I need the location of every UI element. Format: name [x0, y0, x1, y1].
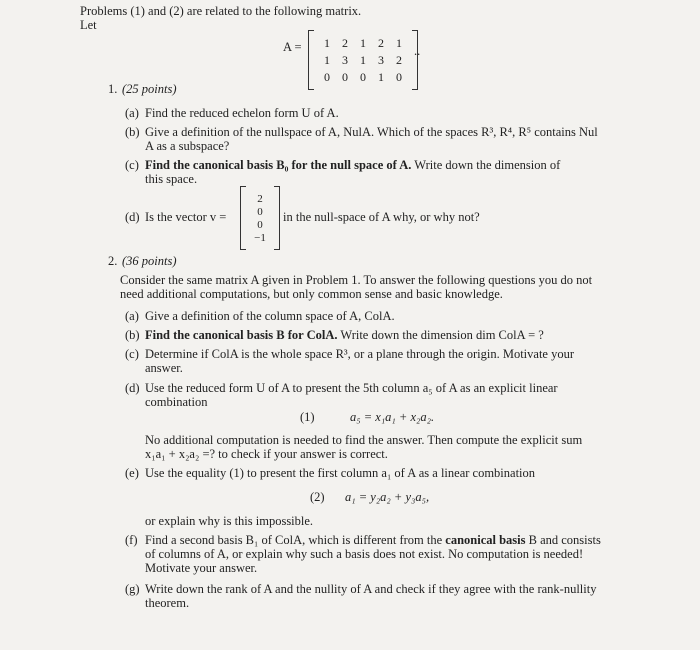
- equation-1: a₅ = x₁a₁ + x₂a₂.: [350, 410, 435, 424]
- p2-intro-1: Consider the same matrix A given in Problem 1. To answer the following questions you do not: [120, 273, 593, 287]
- matrix-cell: 2: [396, 52, 402, 67]
- p2c-label: (c): [125, 347, 139, 361]
- p1d-label: (d): [125, 210, 140, 224]
- matrix-grid: [314, 36, 412, 85]
- matrix-cell: 1: [396, 35, 402, 50]
- p1c-rest: Write down the dimension of: [411, 158, 561, 172]
- p2a-label: (a): [125, 309, 139, 323]
- p2f-label: (f): [125, 533, 138, 547]
- p1a-label: (a): [125, 106, 139, 120]
- p2b-bold: Find the canonical basis B for ColA.: [145, 328, 338, 342]
- p2-intro-2: need additional computations, but only common sense and basic knowledge.: [120, 287, 503, 301]
- matrix-label: A =: [283, 40, 302, 54]
- vector-grid: [246, 193, 274, 244]
- equation-2: a₁ = y₂a₂ + y₃a₅,: [345, 490, 430, 504]
- p1c-bold: Find the canonical basis B₀ for the null space of A.: [145, 158, 412, 172]
- matrix-cell: 3: [378, 52, 384, 67]
- equation-2-number: (2): [310, 490, 325, 504]
- p1c-label: (c): [125, 158, 139, 172]
- p2f-post: B and consists: [525, 533, 601, 547]
- matrix-a: [308, 30, 421, 90]
- problem-2-points: (36 points): [122, 254, 177, 268]
- vector-v: [240, 186, 280, 250]
- p2g-label: (g): [125, 582, 140, 596]
- matrix-cell: 2: [342, 35, 348, 50]
- right-bracket: [412, 30, 421, 90]
- problem-2-number: 2.: [108, 254, 118, 268]
- p2f-line2: of columns of A, or explain why such a basis does not exist. No computation is needed!: [145, 547, 584, 561]
- vector-entry: 0: [257, 218, 263, 231]
- p2d-after1: No additional computation is needed to find the answer. Then compute the explicit sum: [145, 433, 583, 447]
- p1d-text-after: in the null-space of A why, or why not?: [283, 210, 480, 224]
- p2d-label: (d): [125, 381, 140, 395]
- p2e-label: (e): [125, 466, 139, 480]
- p2d-line1: Use the reduced form U of A to present the 5th column a₅ of A as an explicit linear: [145, 381, 558, 395]
- vector-entry: −1: [254, 231, 266, 244]
- p2g-line1: Write down the rank of A and the nullity of A and check if they agree with the rank-nullity: [145, 582, 597, 596]
- p2d-after2: x₁a₁ + x₂a₂ =? to check if your answer is correct.: [145, 447, 388, 461]
- matrix-trailing-dots: ..: [414, 44, 421, 58]
- p1d-text-before: Is the vector v =: [145, 210, 227, 224]
- matrix-cell: 1: [360, 35, 366, 50]
- p1b-line2: A as a subspace?: [145, 139, 230, 153]
- matrix-cell: 1: [324, 52, 330, 67]
- problem-1-number: 1.: [108, 82, 118, 96]
- problem-1-points: (25 points): [122, 82, 177, 96]
- p1c-line1: [145, 158, 560, 173]
- p2f-line3: Motivate your answer.: [145, 561, 258, 575]
- p2f-pre: Find a second basis B₁ of ColA, which is different from the: [145, 533, 446, 547]
- p2f-line1: [145, 533, 601, 548]
- p2d-line2: combination: [145, 395, 208, 409]
- p2b-rest: Write down the dimension dim ColA = ?: [337, 328, 544, 342]
- p1a-text: Find the reduced echelon form U of A.: [145, 106, 339, 120]
- matrix-cell: 0: [360, 69, 366, 84]
- matrix-cell: 1: [324, 35, 330, 50]
- matrix-cell: 2: [378, 35, 384, 50]
- vector-entry: 2: [257, 192, 263, 205]
- p1c-line2: this space.: [145, 172, 198, 186]
- equation-1-number: (1): [300, 410, 315, 424]
- p2b-line: [145, 328, 544, 343]
- p2c-line1: Determine if ColA is the whole space R³, or a plane through the origin. Motivate your: [145, 347, 574, 361]
- p2g-line2: theorem.: [145, 596, 190, 610]
- p1b-line1: Give a definition of the nullspace of A, NulA. Which of the spaces R³, R⁴, R⁵ contains Nul: [145, 125, 598, 139]
- p2e-after: or explain why is this impossible.: [145, 514, 314, 528]
- matrix-cell: 0: [324, 69, 330, 84]
- p2f-bold: canonical basis: [445, 533, 526, 547]
- matrix-cell: 1: [360, 52, 366, 67]
- p2c-line2: answer.: [145, 361, 183, 375]
- vector-entry: 0: [257, 205, 263, 218]
- matrix-cell: 1: [378, 69, 384, 84]
- p2e-line1: Use the equality (1) to present the first column a₁ of A as a linear combination: [145, 466, 536, 480]
- matrix-cell: 3: [342, 52, 348, 67]
- matrix-cell: 0: [396, 69, 402, 84]
- p2a-text: Give a definition of the column space of A, ColA.: [145, 309, 395, 323]
- vector-right-bracket: [274, 186, 280, 250]
- matrix-cell: 0: [342, 69, 348, 84]
- p2b-label: (b): [125, 328, 140, 342]
- let-text: Let: [80, 18, 97, 32]
- p1b-label: (b): [125, 125, 140, 139]
- intro-line: Problems (1) and (2) are related to the following matrix.: [80, 4, 362, 18]
